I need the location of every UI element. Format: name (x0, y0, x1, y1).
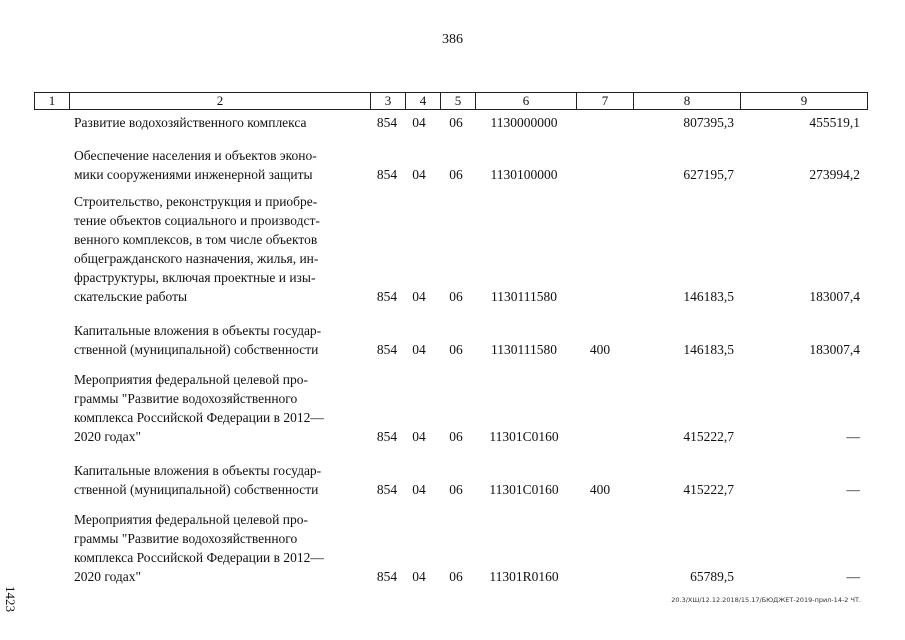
footer-note: 20.3/ХШ/12.12.2018/15.17/БЮДЖЕТ-2019-прил-14-2 ЧТ. (671, 596, 861, 604)
cell-c5: 06 (449, 569, 463, 584)
table-row (34, 370, 864, 446)
table-row (34, 113, 864, 132)
column-header-row (34, 92, 868, 110)
cell-c6: 11301R0160 (489, 569, 559, 584)
col-header-1: 1 (35, 93, 70, 110)
cell-c6: 1130111580 (491, 342, 557, 357)
cell-c9: — (846, 482, 860, 497)
cell-c4: 04 (412, 342, 426, 357)
cell-c9: 183007,4 (809, 289, 860, 304)
cell-c6: 11301С0160 (489, 429, 559, 444)
cell-c3: 854 (376, 342, 398, 357)
item-name-line: Капитальные вложения в объекты государ- (74, 323, 322, 338)
item-name-line: Обеспечение населения и объектов эконо- (74, 148, 317, 163)
cell-c5: 06 (449, 482, 463, 497)
item-name-line: общегражданского назначения, жилья, ин- (74, 251, 319, 266)
item-name-line: Капитальные вложения в объекты государ- (74, 463, 322, 478)
cell-c6: 1130111580 (491, 289, 557, 304)
col-header-3: 3 (371, 93, 406, 110)
cell-c8: 415222,7 (683, 482, 734, 497)
table-row (34, 146, 864, 184)
item-name (74, 113, 396, 132)
col-header-7: 7 (577, 93, 634, 110)
cell-c3: 854 (376, 289, 398, 304)
table-row (34, 461, 864, 499)
cell-c8: 146183,5 (683, 289, 734, 304)
item-name-line: тение объектов социального и производст- (74, 213, 320, 228)
item-name-line: венного комплексов, в том числе объектов (74, 232, 318, 247)
cell-c6: 1130100000 (490, 167, 558, 182)
cell-c5: 06 (449, 115, 463, 130)
cell-c8: 807395,3 (683, 115, 734, 130)
col-header-6: 6 (476, 93, 577, 110)
cell-c5: 06 (449, 342, 463, 357)
item-name-line: ственной (муниципальной) собственности (74, 482, 319, 497)
item-name (74, 146, 396, 184)
table-row (34, 321, 864, 359)
item-name-line: граммы "Развитие водохозяйственного (74, 391, 298, 406)
item-name-line: Мероприятия федеральной целевой про- (74, 512, 308, 527)
cell-c8: 146183,5 (683, 342, 734, 357)
cell-c8: 65789,5 (690, 569, 734, 584)
cell-c4: 04 (412, 569, 426, 584)
cell-c3: 854 (376, 167, 398, 182)
item-name-line: мики сооружениями инженерной защиты (74, 167, 313, 182)
cell-c5: 06 (449, 289, 463, 304)
item-name-line: Строительство, реконструкция и приобре- (74, 194, 318, 209)
cell-c4: 04 (412, 289, 426, 304)
cell-c5: 06 (449, 429, 463, 444)
cell-c3: 854 (376, 115, 398, 130)
item-name-line: 2020 годах" (74, 429, 142, 444)
item-name (74, 321, 396, 359)
cell-c4: 04 (412, 115, 426, 130)
item-name-line: комплекса Российской Федерации в 2012— (74, 550, 324, 565)
item-name-line: комплекса Российской Федерации в 2012— (74, 410, 324, 425)
cell-c6: 11301С0160 (489, 482, 559, 497)
cell-c9: 273994,2 (809, 167, 860, 182)
col-header-9: 9 (741, 93, 868, 110)
cell-c4: 04 (412, 482, 426, 497)
cell-c9: — (846, 429, 860, 444)
cell-c3: 854 (376, 482, 398, 497)
cell-c6: 1130000000 (490, 115, 558, 130)
col-header-2: 2 (70, 93, 371, 110)
col-header-5: 5 (441, 93, 476, 110)
item-name (74, 192, 396, 306)
cell-c8: 415222,7 (683, 429, 734, 444)
cell-c9: 455519,1 (809, 115, 860, 130)
item-name (74, 370, 396, 446)
cell-c7: 400 (589, 482, 611, 497)
item-name-line: Мероприятия федеральной целевой про- (74, 372, 308, 387)
item-name-line: граммы "Развитие водохозяйственного (74, 531, 298, 546)
col-header-8: 8 (634, 93, 741, 110)
table-row (34, 510, 864, 586)
cell-c9: 183007,4 (809, 342, 860, 357)
item-name-line: фраструктуры, включая проектные и изы- (74, 270, 316, 285)
page-stamp: 1423 (3, 586, 18, 612)
cell-c4: 04 (412, 429, 426, 444)
item-name-line: скательские работы (74, 289, 188, 304)
cell-c3: 854 (376, 429, 398, 444)
table-row (34, 192, 864, 306)
cell-c8: 627195,7 (683, 167, 734, 182)
cell-c4: 04 (412, 167, 426, 182)
item-name-line: Развитие водохозяйственного комплекса (74, 115, 307, 130)
page-number: 386 (442, 32, 463, 47)
cell-c5: 06 (449, 167, 463, 182)
item-name-line: ственной (муниципальной) собственности (74, 342, 319, 357)
item-name (74, 510, 396, 586)
item-name-line: 2020 годах" (74, 569, 142, 584)
cell-c9: — (846, 569, 860, 584)
cell-c7: 400 (589, 342, 611, 357)
item-name (74, 461, 396, 499)
cell-c3: 854 (376, 569, 398, 584)
col-header-4: 4 (406, 93, 441, 110)
